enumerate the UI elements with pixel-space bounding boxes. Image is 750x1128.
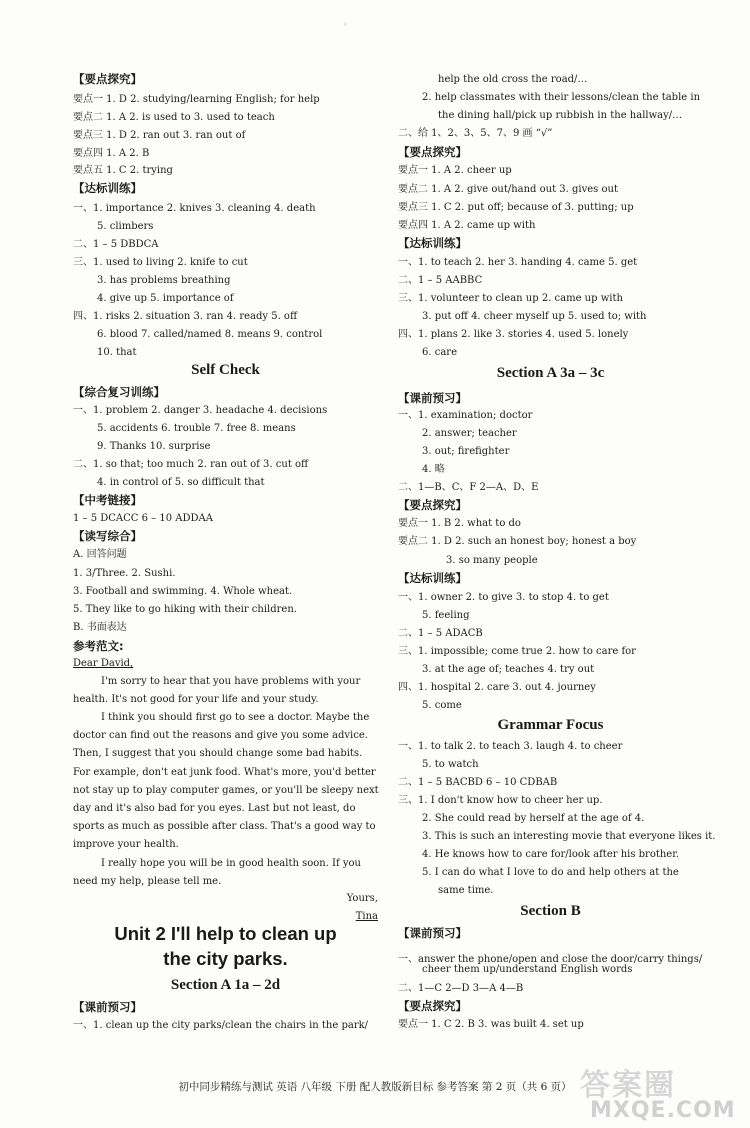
answer-line: help the old cross the road/…: [438, 74, 588, 85]
unit-title: Unit 2 I'll help to clean up: [114, 923, 337, 944]
watermark-top: 答案圈: [580, 1068, 676, 1103]
answer-line: sports as much as possible after class. That's a good way to: [73, 821, 376, 832]
answer-line: health. It's not good for your life and your study.: [73, 694, 319, 705]
answer-line: 要点五 1. C 2. trying: [73, 165, 173, 176]
letter-signature: Tina: [355, 911, 378, 922]
answer-line: A. 回答问题: [73, 549, 127, 560]
section-label: 【要点探究】: [398, 999, 467, 1013]
answer-line: 三、1. volunteer to clean up 2. came up with: [398, 293, 623, 304]
answer-line: 9. Thanks 10. surprise: [97, 441, 211, 452]
section-label: 【要点探究】: [398, 145, 467, 159]
section-label: 【课前预习】: [398, 391, 467, 405]
answer-line: 二、1 – 5 BACBD 6 – 10 CDBAB: [398, 777, 558, 788]
answer-line: 要点一 1. A 2. cheer up: [398, 165, 512, 176]
answer-line: improve your health.: [73, 839, 179, 850]
answer-line: 二、1 – 5 ADACB: [398, 628, 483, 639]
answer-line: 要点一 1. B 2. what to do: [398, 518, 521, 529]
page-footer: 初中同步精练与测试 英语 八年级 下册 配人教版新目标 参考答案 第 2 页（共 6 页）: [178, 1081, 572, 1093]
answer-line: 5. climbers: [97, 221, 154, 232]
answer-line: 一、1. examination; doctor: [398, 410, 533, 421]
answer-line: 要点一 1. C 2. B 3. was built 4. set up: [398, 1019, 584, 1030]
answer-line: 5. feeling: [422, 610, 470, 621]
answer-line: 要点三 1. C 2. put off; because of 3. putting; up: [398, 202, 634, 213]
answer-line: 三、1. impossible; come true 2. how to care for: [398, 646, 636, 657]
answer-line: 要点四 1. A 2. B: [73, 148, 150, 159]
top-mark: ·: [344, 20, 347, 29]
answer-line: 一、answer the phone/open and close the door/carry things/: [398, 954, 703, 965]
answer-line: 一、1. to teach 2. her 3. handing 4. came 5. get: [398, 257, 638, 268]
answer-line: 2. answer; teacher: [422, 428, 517, 439]
answer-line: 要点二 1. A 2. give out/hand out 3. gives out: [398, 184, 618, 195]
answer-line: not stay up to play computer games, or you'll be sleepy next: [73, 785, 379, 796]
answer-line: 5. come: [422, 700, 462, 711]
answer-line: 3. Football and swimming. 4. Whole wheat.: [73, 586, 293, 597]
answer-line: 一、1. clean up the city parks/clean the chairs in the park/: [73, 1020, 369, 1031]
answer-line: 四、1. hospital 2. care 3. out 4. journey: [398, 682, 596, 693]
answer-line: 二、1 – 5 DBDCA: [73, 239, 159, 250]
answer-line: 二、1—B、C、F 2—A、D、E: [398, 482, 539, 493]
section-label: 【要点探究】: [73, 72, 142, 86]
letter-closing: Yours,: [346, 893, 378, 904]
answer-line: 二、1 – 5 AABBC: [398, 275, 483, 286]
answer-line: 2. She could read by herself at the age of 4.: [422, 813, 645, 824]
answer-line: 10. that: [97, 347, 137, 358]
answer-line: the dining hall/pick up rubbish in the hallway/…: [438, 110, 683, 121]
answer-line: I really hope you will be in good health soon. If you: [101, 858, 361, 869]
answer-line: 要点一 1. D 2. studying/learning English; for help: [73, 94, 320, 105]
answer-line: I think you should first go to see a doctor. Maybe the: [101, 712, 370, 723]
answer-line: For example, don't eat junk food. What's more, you'd better: [73, 767, 376, 778]
answer-line: 要点四 1. A 2. came up with: [398, 220, 536, 231]
section-label: 参考范文:: [73, 639, 124, 653]
section-label: 【课前预习】: [73, 1000, 142, 1014]
answer-line: 3. This is such an interesting movie that everyone likes it.: [422, 831, 716, 842]
answer-line: 3. out; firefighter: [422, 446, 510, 457]
answer-line: day and it's also bad for you eyes. Last but not least, do: [73, 803, 356, 814]
answer-line: 四、1. plans 2. like 3. stories 4. used 5. lonely: [398, 329, 629, 340]
section-title: Section A 1a – 2d: [170, 977, 281, 993]
answer-line: 一、1. importance 2. knives 3. cleaning 4. death: [73, 203, 316, 214]
answer-line: 一、1. to talk 2. to teach 3. laugh 4. to cheer: [398, 741, 623, 752]
letter-salutation: Dear David,: [73, 658, 134, 669]
answer-line: 二、1. so that; too much 2. ran out of 3. cut off: [73, 459, 309, 470]
answer-line: 1. 3/Three. 2. Sushi.: [73, 568, 176, 579]
answer-line: 三、1. I don't know how to cheer her up.: [398, 795, 603, 806]
answer-line: 2. help classmates with their lessons/clean the table in: [422, 92, 701, 103]
answer-line: 一、1. problem 2. danger 3. headache 4. decisions: [73, 405, 328, 416]
answer-line: 要点二 1. A 2. is used to 3. used to teach: [73, 112, 275, 123]
answer-line: 6. blood 7. called/named 8. means 9. control: [97, 329, 323, 340]
answer-line: doctor can find out the reasons and give you some advice.: [73, 730, 368, 741]
section-label: 【读写综合】: [73, 529, 142, 543]
section-label: 【课前预习】: [398, 926, 467, 940]
answer-line: Then, I suggest that you should change some bad habits.: [73, 748, 363, 759]
answer-line: 5. They like to go hiking with their children.: [73, 604, 297, 615]
answer-line: 二、1—C 2—D 3—A 4—B: [398, 983, 524, 994]
answer-line: cheer them up/understand English words: [422, 964, 633, 975]
section-title: Grammar Focus: [497, 717, 604, 733]
answer-line: 3. put off 4. cheer myself up 5. used to; with: [422, 311, 647, 322]
section-title: Self Check: [191, 362, 260, 378]
answer-line: 二、给 1、2、3、5、7、9 画 “√”: [398, 128, 553, 139]
answer-line: 3. has problems breathing: [97, 275, 231, 286]
answer-line: 要点二 1. D 2. such an honest boy; honest a boy: [398, 536, 637, 547]
answer-line: 4. He knows how to care for/look after his brother.: [422, 849, 680, 860]
unit-title: the city parks.: [163, 948, 288, 969]
answer-line: need my help, please tell me.: [73, 876, 222, 887]
answer-line: 4. give up 5. importance of: [97, 293, 234, 304]
answer-line: 一、1. owner 2. to give 3. to stop 4. to get: [398, 592, 609, 603]
answer-line: 4. 略: [422, 464, 445, 475]
answer-line: 3. at the age of; teaches 4. try out: [422, 664, 595, 675]
answer-line: 6. care: [422, 347, 457, 358]
section-label: 【达标训练】: [73, 181, 142, 195]
section-label: 【达标训练】: [398, 236, 467, 250]
answer-line: 5. to watch: [422, 759, 479, 770]
answer-line: 要点三 1. D 2. ran out 3. ran out of: [73, 130, 246, 141]
answer-line: 3. so many people: [446, 555, 538, 566]
section-label: 【中考链接】: [73, 493, 142, 507]
answer-line: 5. accidents 6. trouble 7. free 8. means: [97, 423, 296, 434]
section-label: 【综合复习训练】: [73, 385, 165, 399]
answer-line: B. 书面表达: [73, 622, 127, 633]
section-title: Section B: [520, 903, 581, 919]
answer-line: 4. in control of 5. so difficult that: [97, 477, 265, 488]
section-label: 【达标训练】: [398, 571, 467, 585]
watermark-bottom: MXQE.COM: [590, 1098, 736, 1123]
answer-line: 四、1. risks 2. situation 3. ran 4. ready 5. off: [73, 311, 298, 322]
answer-line: 5. I can do what I love to do and help others at the: [422, 867, 679, 878]
answer-line: same time.: [438, 885, 494, 896]
answer-line: I'm sorry to hear that you have problems with your: [101, 676, 361, 687]
answer-line: 三、1. used to living 2. knife to cut: [73, 257, 248, 268]
watermark: [560, 1060, 745, 1122]
answer-line: 1 – 5 DCACC 6 – 10 ADDAA: [73, 513, 213, 524]
section-title: Section A 3a – 3c: [496, 365, 605, 381]
section-label: 【要点探究】: [398, 498, 467, 512]
